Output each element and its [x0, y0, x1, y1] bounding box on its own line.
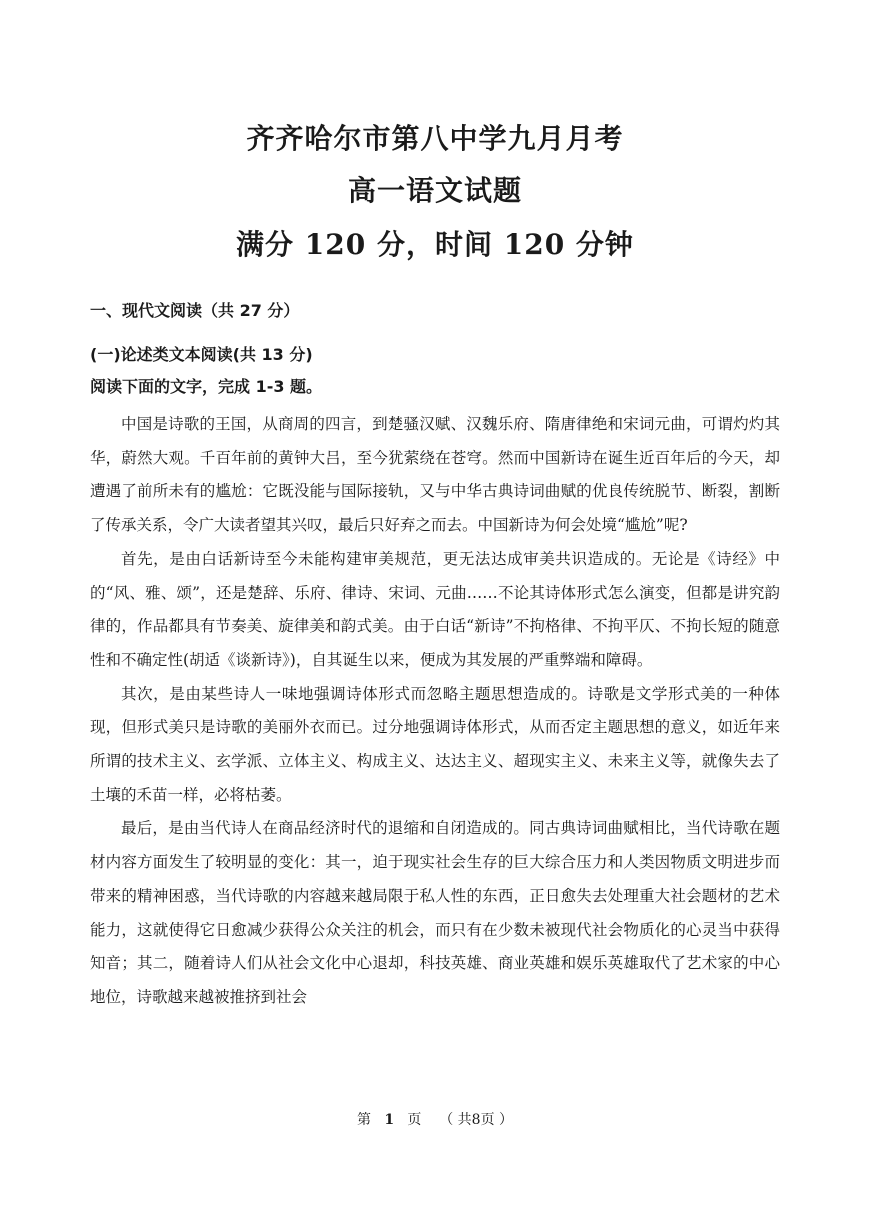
footer-suffix: 页	[407, 1112, 422, 1128]
passage-body	[90, 408, 780, 1015]
page-number: 1	[384, 1112, 395, 1128]
total-pages: （ 共8页 ）	[439, 1112, 514, 1128]
exam-title: 高一语文试题	[347, 174, 522, 207]
paragraph-4: 最后，是由当代诗人在商品经济时代的退缩和自闭造成的。同古典诗词曲赋相比，当代诗歌在题材内容方面发生了较明显的变化：其一，迫于现实社会生存的巨大综合压力和人类因物质文明进步而带来的精神困惑，当代诗歌的内容越来越局限于私人性的东西，正日愈失去处理重大社会题材的艺术能力，这就使得它日愈减少获得公众关注的机会，而只有在少数未被现代社会物质化的心灵当中获得知音；其二，随着诗人们从社会文化中心退却，科技英雄、商业英雄和娱乐英雄取代了艺术家的中心地位，诗歌越来越被推挤到社会	[90, 819, 780, 1006]
reading-instruction: 阅读下面的文字，完成 1-3 题。	[90, 377, 323, 396]
paragraph-2: 首先，是由白话新诗至今未能构建审美规范，更无法达成审美共识造成的。无论是《诗经》中的“风、雅、颂”，还是楚辞、乐府、律诗、宋词、元曲……不论其诗体形式怎么演变，但都是讲究韵律的，作品都具有节奏美、旋律美和韵式美。由于白话“新诗”不拘格律、不拘平仄、不拘长短的随意性和不确定性(胡适《谈新诗》)，自其诞生以来，便成为其发展的严重弊端和障碍。	[90, 549, 780, 669]
sub-section-heading: (一)论述类文本阅读(共 13 分)	[90, 345, 313, 364]
footer-prefix: 第	[356, 1112, 371, 1128]
school-title: 齐齐哈尔市第八中学九月月考	[246, 122, 624, 155]
section-heading: 一、现代文阅读（共 27 分）	[90, 301, 300, 320]
paragraph-3: 其次，是由某些诗人一味地强调诗体形式而忽略主题思想造成的。诗歌是文学形式美的一种体现，但形式美只是诗歌的美丽外衣而已。过分地强调诗体形式，从而否定主题思想的意义，如近年来所谓的技术主义、玄学派、立体主义、构成主义、达达主义、超现实主义、未来主义等，就像失去了土壤的禾苗一样，必将枯萎。	[90, 684, 780, 804]
score-time-line: 满分 120 分，时间 120 分钟	[236, 228, 634, 261]
paragraph-1: 中国是诗歌的王国，从商周的四言，到楚骚汉赋、汉魏乐府、隋唐律绝和宋词元曲，可谓灼灼其华，蔚然大观。千百年前的黄钟大吕，至今犹萦绕在苍穹。然而中国新诗在诞生近百年后的今天，却遭遇了前所未有的尴尬：它既没能与国际接轨，又与中华古典诗词曲赋的优良传统脱节、断裂，割断了传承关系，令广大读者望其兴叹，最后只好弃之而去。中国新诗为何会处境“尴尬”呢?	[90, 415, 780, 535]
page-footer	[0, 1110, 870, 1130]
